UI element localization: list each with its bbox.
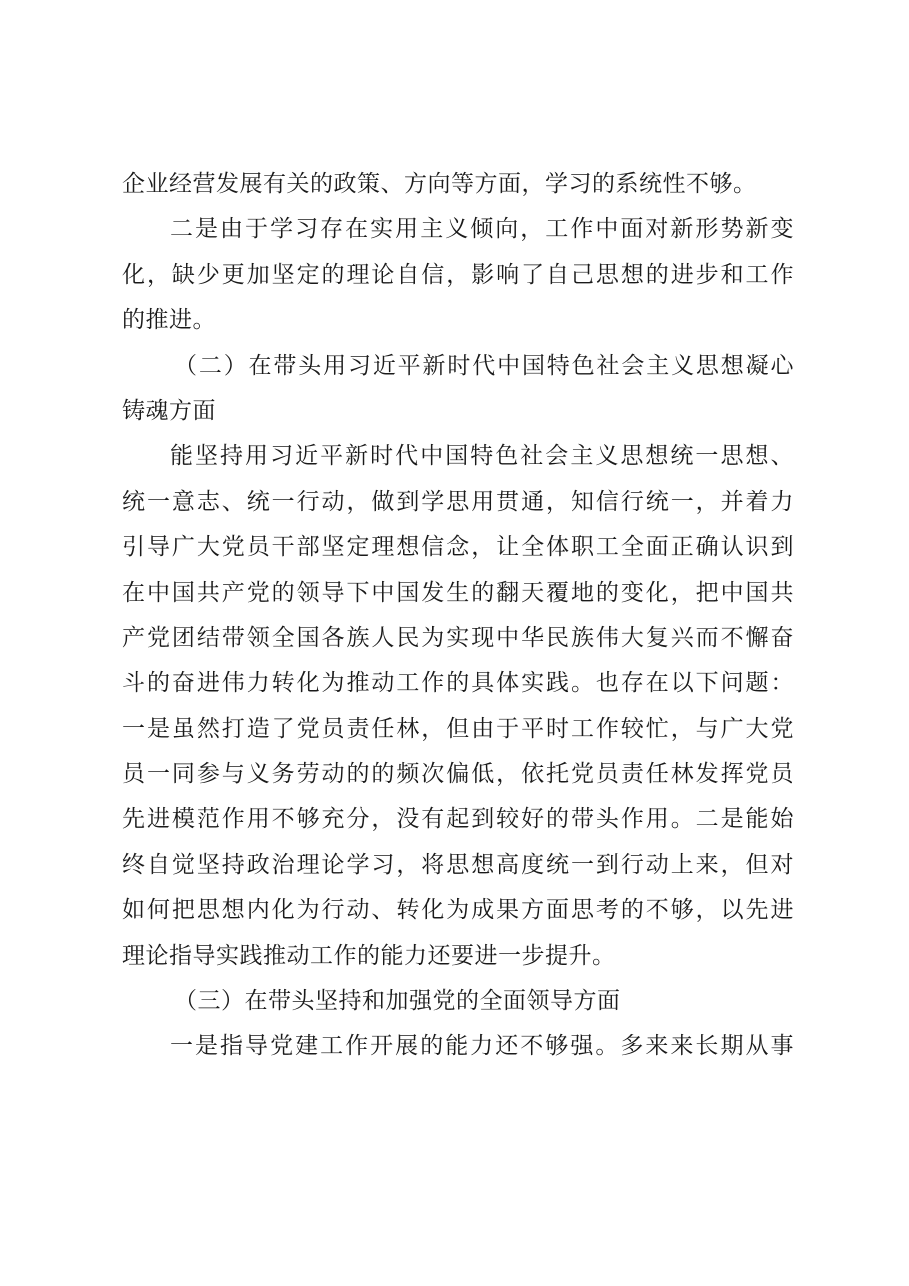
text-line: 先进模范作用不够充分，没有起到较好的带头作用。二是能始 [122, 806, 794, 833]
text-line: 终自觉坚持政治理论学习，将思想高度统一到行动上来，但对 [122, 851, 794, 878]
text-line: 引导广大党员干部坚定理想信念，让全体职工全面正确认识到 [122, 534, 794, 561]
text-line: 统一意志、统一行动，做到学思用贯通，知信行统一，并着力 [122, 488, 794, 515]
text-line: 能坚持用习近平新时代中国特色社会主义思想统一思想、 [170, 443, 794, 470]
text-line: 在中国共产党的领导下中国发生的翻天覆地的变化，把中国共 [122, 579, 794, 606]
text-line: 理论指导实践推动工作的能力还要进一步提升。 [122, 942, 616, 969]
section-heading-continuation: 铸魂方面 [122, 397, 216, 424]
text-line: 斗的奋进伟力转化为推动工作的具体实践。也存在以下问题： [122, 670, 794, 697]
section-heading: （三）在带头坚持和加强党的全面领导方面 [174, 988, 621, 1015]
text-line: 产党团结带领全国各族人民为实现中华民族伟大复兴而不懈奋 [122, 624, 794, 651]
text-line: 的推进。 [122, 307, 216, 334]
document-body [122, 162, 794, 1070]
text-line: 如何把思想内化为行动、转化为成果方面思考的不够，以先进 [122, 897, 794, 924]
text-line: 一是虽然打造了党员责任林，但由于平时工作较忙，与广大党 [122, 715, 794, 742]
text-line: 化，缺少更加坚定的理论自信，影响了自己思想的进步和工作 [122, 261, 794, 288]
text-line: 二是由于学习存在实用主义倾向，工作中面对新形势新变 [170, 216, 794, 243]
section-heading: （二）在带头用习近平新时代中国特色社会主义思想凝心 [174, 352, 794, 379]
text-line: 员一同参与义务劳动的的频次偏低，依托党员责任林发挥党员 [122, 761, 794, 788]
text-line: 企业经营发展有关的政策、方向等方面，学习的系统性不够。 [122, 171, 757, 197]
text-line: 一是指导党建工作开展的能力还不够强。多来来长期从事 [170, 1033, 794, 1060]
